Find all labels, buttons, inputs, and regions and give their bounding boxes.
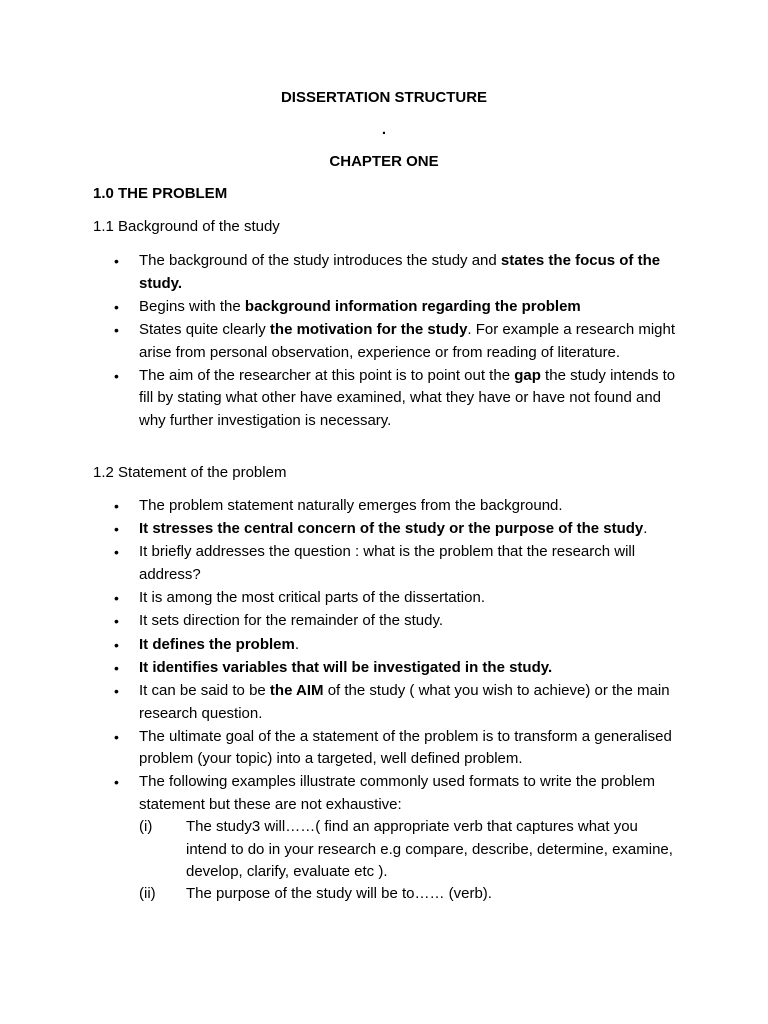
bullet-icon: • (114, 321, 119, 338)
list-item (0, 657, 679, 680)
separator-dot: . (381, 121, 387, 138)
body-text: of the study ( what you wish to achieve) or the main research question. (139, 681, 670, 722)
bold-text: gap (514, 366, 541, 384)
list-item (0, 726, 679, 771)
list-item (0, 634, 679, 657)
body-text: States quite clearly (139, 320, 270, 338)
list-item (0, 610, 679, 633)
body-text: . (643, 520, 648, 538)
bold-text: background information regarding the problem (244, 297, 581, 315)
list-item (0, 587, 679, 610)
chapter-heading: CHAPTER ONE (329, 153, 439, 170)
bullet-icon: • (114, 590, 119, 607)
bullet-icon: • (114, 682, 119, 699)
bullet-icon: • (114, 521, 119, 538)
body-text: The problem statement naturally emerges from the background. (139, 497, 563, 514)
bold-text: states the focus of the study. (139, 252, 661, 292)
body-text: . For example a research might arise from personal observation, experience or from reading of literature. (139, 320, 676, 361)
section-heading-1-0: 1.0 THE PROBLEM (93, 185, 228, 202)
list-item (0, 296, 679, 319)
bold-text: It defines the problem (139, 635, 295, 653)
body-text: The background of the study introduces the study and (139, 252, 501, 269)
bullet-icon: • (114, 367, 119, 384)
body-text: Begins with the (139, 297, 245, 315)
sub-item-number: (i) (139, 818, 153, 835)
bullet-icon: • (114, 659, 119, 676)
list-item (0, 250, 679, 295)
sub-item-number: (ii) (139, 885, 156, 902)
sub-item-text: The study3 will……( find an appropriate verb that captures what you intend to do in your research e.g compare, describe, determine, examine, develop, clarify, evaluate etc ). (186, 818, 673, 881)
list-item (0, 680, 679, 725)
sub-item-text: The purpose of the study will be to…… (verb). (186, 885, 492, 902)
section-heading-1-1: 1.1 Background of the study (93, 218, 280, 235)
bullet-icon: • (114, 613, 119, 630)
body-text: The following examples illustrate commonly used formats to write the problem statement but these are not exhaustive: (139, 773, 656, 814)
section-heading-1-2: 1.2 Statement of the problem (93, 464, 287, 481)
list-item (0, 541, 679, 586)
body-text: the study intends to fill by stating what other have examined, what they have or have not found and why further investigation is necessary. (139, 366, 676, 429)
body-text: The aim of the researcher at this point is to point out the (139, 366, 515, 384)
list-item (0, 495, 679, 518)
bold-text: the motivation for the study (269, 320, 468, 338)
body-text: . (294, 635, 300, 653)
list-item (0, 518, 679, 541)
bullet-icon: • (114, 498, 119, 514)
body-text: The ultimate goal of the a statement of the problem is to transform a generalised problem (your topic) into a targeted, well defined problem. (139, 727, 672, 768)
bullet-icon: • (114, 728, 119, 745)
document-title: DISSERTATION STRUCTURE (280, 89, 488, 106)
body-text: It sets direction for the remainder of the study. (139, 612, 444, 630)
bullet-icon: • (114, 774, 119, 791)
bold-text: the AIM (269, 681, 324, 699)
bullet-icon: • (114, 298, 119, 315)
bullet-icon: • (114, 636, 119, 653)
bullet-list-problem-statement (0, 495, 768, 817)
sub-item-ii (0, 883, 768, 907)
bold-text: It identifies variables that will be investigated in the study. (139, 658, 553, 676)
bold-text: It stresses the central concern of the study or the purpose of the study (139, 520, 644, 538)
body-text: It is among the most critical parts of the dissertation. (139, 589, 485, 607)
list-item (0, 319, 679, 364)
bullet-icon: • (114, 253, 119, 269)
body-text: It briefly addresses the question : what is the problem that the research will address? (139, 543, 636, 583)
bullet-icon: • (114, 544, 119, 561)
list-item (0, 365, 679, 433)
body-text: It can be said to be (139, 681, 270, 699)
sub-item-i (0, 816, 768, 881)
list-item (0, 771, 679, 816)
bullet-list-background (0, 250, 768, 433)
